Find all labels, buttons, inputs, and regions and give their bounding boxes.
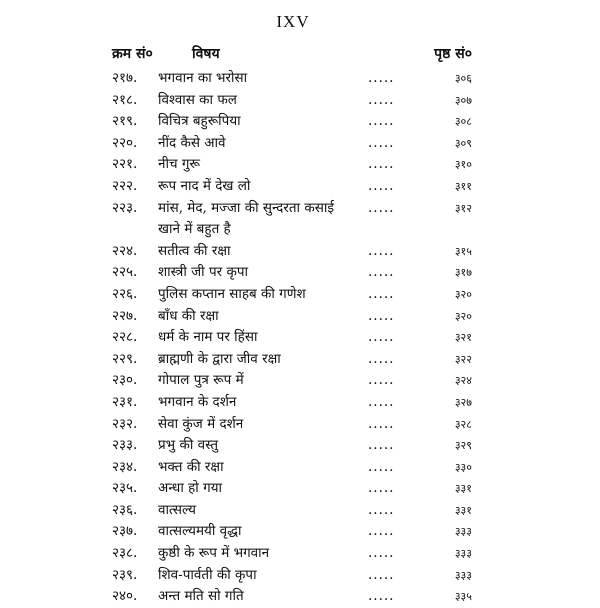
entry-title: सेवा कुंज में दर्शन [158, 415, 244, 432]
table-header [112, 44, 474, 66]
entry-title: मांस, मेद, मज्जा की सुन्दरता कसाई खाने में बहुत है [158, 199, 334, 238]
entry-dots: ..... [368, 134, 395, 151]
entry-dots: ..... [368, 566, 395, 583]
entry-page: ३२१ [454, 331, 472, 345]
entry-dots: ..... [368, 523, 395, 540]
entry-number: २३७. [112, 523, 138, 540]
entry-title: अन्धा हो गया [158, 480, 223, 497]
header-number: क्रम सं० [112, 46, 153, 62]
entry-dots: ..... [368, 372, 395, 389]
entry-number: २२५. [112, 264, 138, 281]
entry-page: ३२९ [454, 439, 472, 453]
entry-dots: ..... [368, 156, 395, 173]
entry-title: सतीत्व की रक्षा [158, 242, 231, 259]
page-number: IXV [276, 12, 310, 31]
index-row [112, 414, 474, 436]
index-row [112, 543, 474, 565]
entry-title: ब्राह्मणी के द्वारा जीव रक्षा [158, 350, 281, 367]
entry-title: शिव-पार्वती की कृपा [158, 566, 257, 583]
entry-page: ३१५ [454, 244, 472, 258]
entry-dots: ..... [368, 501, 395, 518]
index-row [112, 241, 474, 263]
entry-page: ३३५ [454, 590, 472, 604]
entry-dots: ..... [368, 393, 395, 410]
index-row [112, 435, 474, 457]
entry-number: २३४. [112, 458, 138, 475]
index-row [112, 586, 474, 608]
index-row [112, 68, 474, 90]
entry-number: २१७. [112, 70, 138, 86]
entry-page: ३०९ [454, 136, 472, 150]
entry-number: २२०. [112, 134, 138, 151]
entry-number: २३३. [112, 437, 138, 454]
entry-title: शास्त्री जी पर कृपा [158, 264, 248, 281]
entry-title: भक्त की रक्षा [158, 458, 224, 475]
header-page: पृष्ठ सं० [434, 46, 472, 62]
index-row [112, 457, 474, 479]
entry-page: ३३१ [454, 482, 472, 496]
entry-dots: ..... [368, 329, 395, 346]
entry-title: नीच गुरू [158, 156, 200, 173]
entry-page: ३३० [454, 460, 472, 474]
entry-dots: ..... [368, 242, 395, 259]
entry-title: नींद कैसे आवे [158, 134, 226, 151]
entry-page: ३२४ [454, 374, 472, 388]
index-page [112, 0, 474, 605]
entry-page: ३३३ [454, 547, 472, 561]
index-row [112, 521, 474, 543]
entry-title: कुष्ठी के रूप में भगवान [158, 545, 270, 562]
entry-number: २२३. [112, 199, 138, 216]
entry-dots: ..... [368, 458, 395, 475]
entry-dots: ..... [368, 415, 395, 432]
entry-title: वात्सल्य [158, 501, 196, 518]
entry-page: ३११ [454, 179, 472, 193]
index-row [112, 198, 474, 241]
entry-page: ३२२ [454, 352, 472, 366]
entry-dots: ..... [368, 264, 395, 281]
entry-dots: ..... [368, 285, 395, 302]
entry-page: ३३३ [454, 525, 472, 539]
entry-dots: ..... [368, 199, 395, 216]
entry-number: २२९. [112, 350, 138, 367]
index-row [112, 111, 474, 133]
entry-number: २३५. [112, 480, 138, 497]
entry-dots: ..... [368, 350, 395, 367]
entry-title: बाँध की रक्षा [158, 307, 219, 324]
header-subject: विषय [192, 46, 220, 62]
entry-title: पुलिस कप्तान साहब की गणेश [158, 285, 306, 302]
index-list [112, 68, 474, 608]
index-row [112, 478, 474, 500]
entry-dots: ..... [368, 588, 395, 605]
entry-number: २३६. [112, 501, 138, 518]
entry-title: भगवान के दर्शन [158, 393, 237, 410]
index-row [112, 349, 474, 371]
index-row [112, 306, 474, 328]
entry-dots: ..... [368, 307, 395, 324]
entry-title: वात्सल्यमयी वृद्धा [158, 523, 242, 540]
index-row [112, 327, 474, 349]
entry-number: २३८. [112, 545, 138, 562]
entry-page: ३२८ [454, 417, 472, 431]
entry-page: ३१२ [454, 201, 472, 215]
index-row [112, 500, 474, 522]
entry-page: ३१० [454, 158, 472, 172]
entry-page: ३०६ [454, 72, 472, 85]
entry-dots: ..... [368, 70, 395, 86]
index-row [112, 133, 474, 155]
entry-title: रूप नाद में देख लो [158, 177, 251, 194]
entry-dots: ..... [368, 91, 395, 108]
index-row [112, 262, 474, 284]
entry-number: २३०. [112, 372, 138, 389]
entry-dots: ..... [368, 177, 395, 194]
entry-number: २२७. [112, 307, 138, 324]
entry-page: ३०७ [454, 93, 472, 107]
entry-page: ३२७ [454, 395, 472, 409]
entry-dots: ..... [368, 480, 395, 497]
index-row [112, 370, 474, 392]
entry-page: ३२० [454, 309, 472, 323]
entry-title: विश्वास का फल [158, 91, 237, 108]
entry-title: गोपाल पुत्र रूप में [158, 372, 244, 389]
entry-number: २२२. [112, 177, 138, 194]
entry-title: प्रभु की वस्तु [158, 437, 219, 454]
entry-number: २२६. [112, 285, 138, 302]
index-row [112, 392, 474, 414]
index-row [112, 284, 474, 306]
entry-dots: ..... [368, 437, 395, 454]
entry-dots: ..... [368, 545, 395, 562]
entry-number: २२४. [112, 242, 138, 259]
entry-number: २१८. [112, 91, 138, 108]
entry-number: २२८. [112, 329, 138, 346]
index-row [112, 565, 474, 587]
entry-number: २३२. [112, 415, 138, 432]
entry-number: २१९. [112, 113, 138, 130]
entry-title: धर्म के नाम पर हिंसा [158, 329, 258, 346]
entry-title: अन्त मति सो गति [158, 588, 244, 605]
entry-page: ३२० [454, 287, 472, 301]
entry-number: २३९. [112, 566, 138, 583]
entry-title: विचित्र बहुरूपिया [158, 113, 241, 130]
entry-number: २३१. [112, 393, 138, 410]
index-row [112, 176, 474, 198]
entry-dots: ..... [368, 113, 395, 130]
entry-title: भगवान का भरोसा [158, 70, 248, 86]
index-row [112, 154, 474, 176]
entry-number: २२१. [112, 156, 138, 173]
entry-page: ३३१ [454, 503, 472, 517]
entry-page: ३१७ [454, 266, 472, 280]
entry-page: ३०८ [454, 115, 472, 129]
index-row [112, 90, 474, 112]
entry-number: २४०. [112, 588, 138, 605]
entry-page: ३३३ [454, 568, 472, 582]
